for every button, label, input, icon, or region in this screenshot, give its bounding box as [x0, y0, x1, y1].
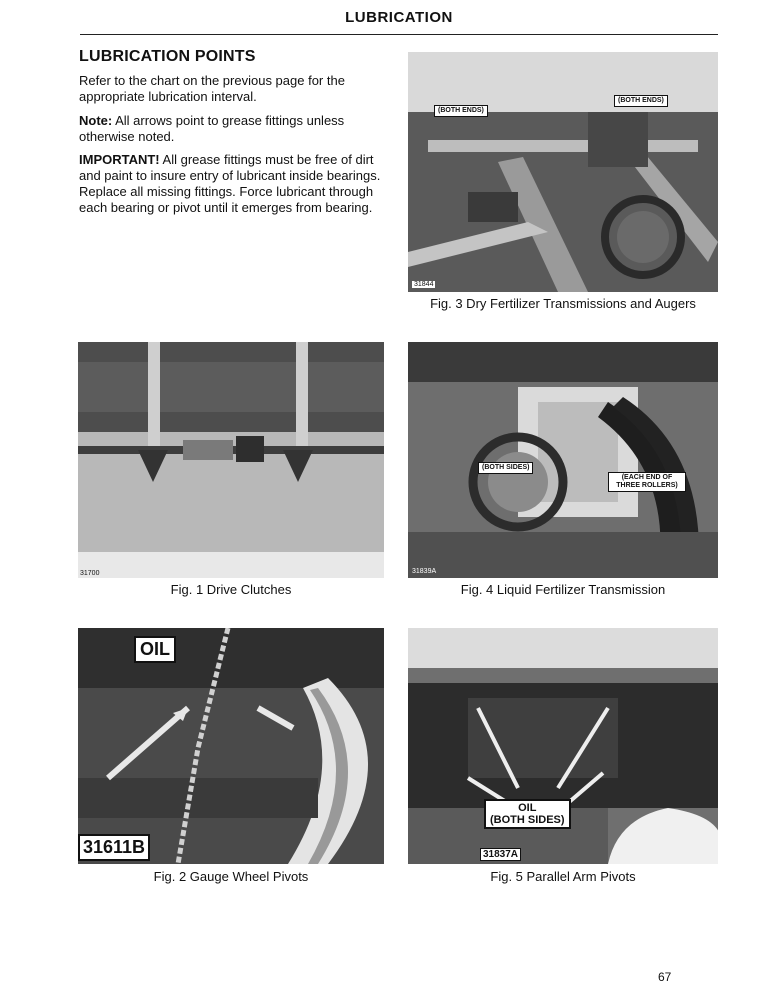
- fig4-caption: Fig. 4 Liquid Fertilizer Transmission: [460, 582, 666, 597]
- fig5-photo: [408, 628, 718, 864]
- fig2-photo-number: 31611B: [78, 834, 150, 861]
- note-text: All arrows point to grease fittings unless otherwise noted.: [79, 113, 345, 144]
- fig1-caption: Fig. 1 Drive Clutches: [170, 582, 292, 597]
- fig3-photo-number: 31844: [414, 281, 434, 288]
- important-text: All grease fittings must be free of dirt and paint to insure entry of lubricant inside bearings. Replace all missing fittings. Force lubricant through each bearing or pivot until it emerges from bearing.: [79, 152, 381, 215]
- fig4-callout-rollers: (EACH END OF THREE ROLLERS): [608, 472, 686, 492]
- fig4-photo-number: 31839A: [412, 568, 437, 575]
- header-title: LUBRICATION: [345, 9, 453, 26]
- page-header: [80, 8, 718, 35]
- fig3-caption: Fig. 3 Dry Fertilizer Transmissions and Augers: [430, 296, 696, 311]
- fig2-photo: [78, 628, 384, 864]
- note-paragraph: [79, 113, 384, 145]
- fig5-oil-box: [484, 799, 571, 829]
- fig2-caption: Fig. 2 Gauge Wheel Pivots: [153, 869, 309, 884]
- fig1-photo-number: 31700: [80, 570, 100, 577]
- section-title: LUBRICATION POINTS: [79, 48, 256, 65]
- fig5-oil-label: OIL: [518, 802, 537, 814]
- fig5-oil-sub: (BOTH SIDES): [490, 814, 565, 826]
- fig4-photo: [408, 342, 718, 578]
- fig2-oil-label: OIL: [134, 636, 176, 663]
- fig3-photo: [408, 52, 718, 292]
- important-label: IMPORTANT!: [79, 152, 160, 167]
- note-label: Note:: [79, 113, 113, 128]
- fig3-callout-right: (BOTH ENDS): [614, 95, 668, 107]
- fig5-caption: Fig. 5 Parallel Arm Pivots: [490, 869, 636, 884]
- fig1-photo: [78, 342, 384, 578]
- fig4-callout-both-sides: (BOTH SIDES): [478, 462, 533, 474]
- fig5-photo-number: 31837A: [480, 848, 521, 861]
- intro-paragraph: Refer to the chart on the previous page for the appropriate lubrication interval.: [79, 73, 345, 104]
- page-number: 67: [658, 970, 672, 984]
- fig3-callout-left: (BOTH ENDS): [434, 105, 488, 117]
- important-paragraph: [79, 152, 384, 216]
